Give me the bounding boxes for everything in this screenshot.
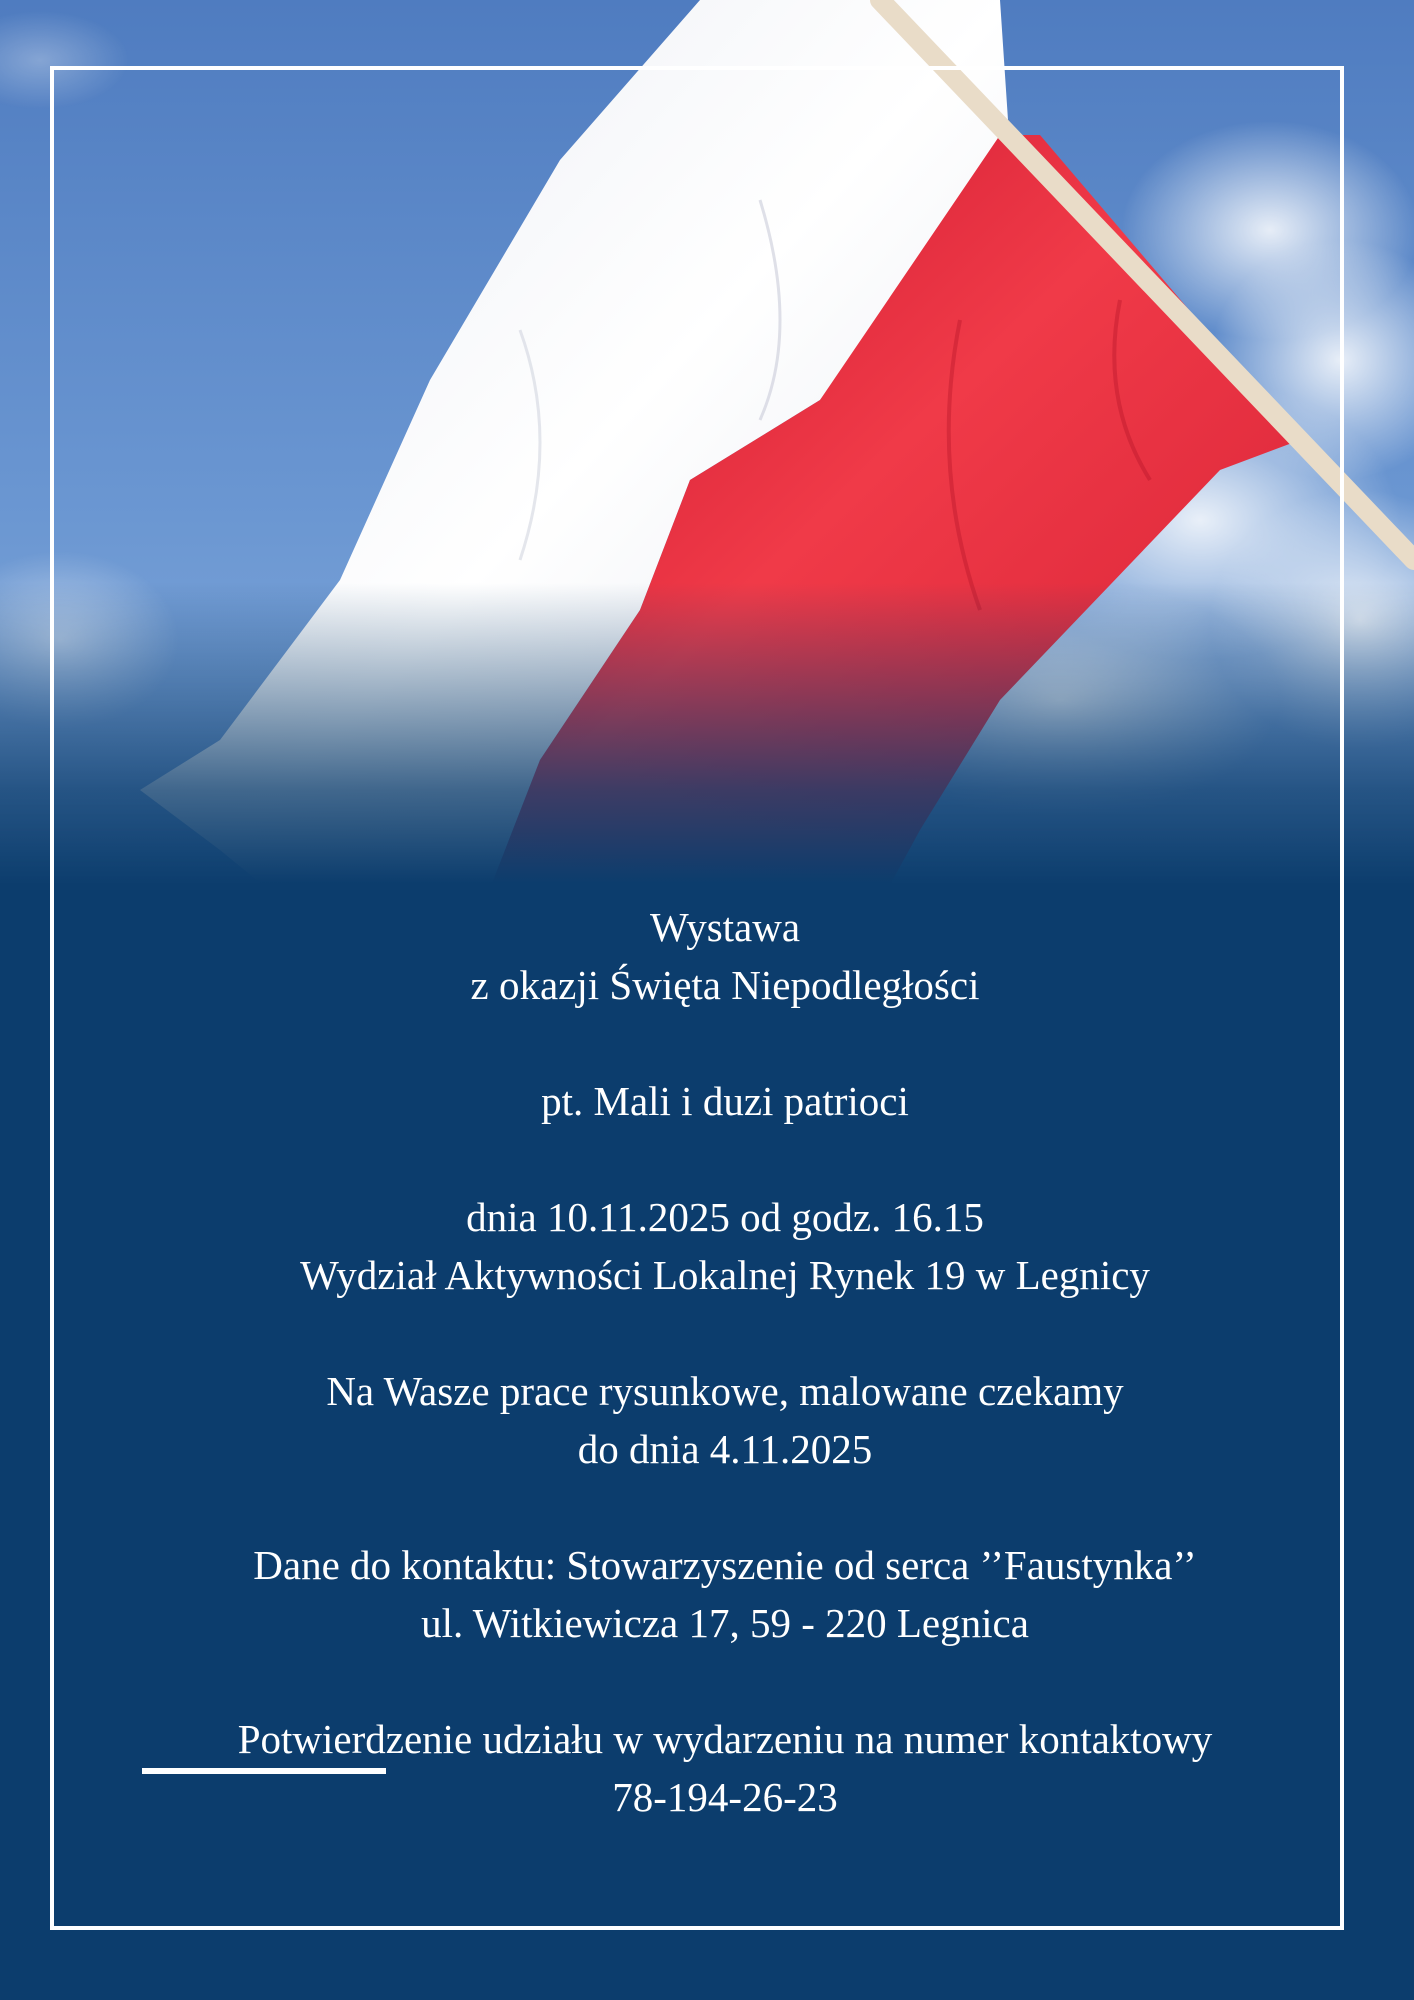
spacer — [100, 1014, 1350, 1072]
contact-organization: Dane do kontaktu: Stowarzyszenie od serca ’’Faustynka’’ — [253, 1542, 1197, 1588]
spacer — [100, 1130, 1350, 1188]
contact-phone: 78-194-26-23 — [612, 1774, 838, 1820]
spacer — [100, 1652, 1350, 1710]
submission-deadline: do dnia 4.11.2025 — [577, 1426, 873, 1472]
contact-address: ul. Witkiewicza 17, 59 - 220 Legnica — [421, 1600, 1029, 1646]
confirmation-info: Potwierdzenie udziału w wydarzeniu na numer kontaktowy — [237, 1716, 1213, 1762]
spacer — [100, 1478, 1350, 1536]
exhibition-subtitle: pt. Mali i duzi patrioci — [541, 1078, 909, 1124]
event-venue: Wydział Aktywności Lokalnej Rynek 19 w Legnicy — [300, 1252, 1150, 1298]
submission-info: Na Wasze prace rysunkowe, malowane czekamy — [326, 1368, 1124, 1414]
poster-text — [100, 898, 1350, 1826]
poster-title: Wystawa — [649, 904, 801, 950]
poster-occasion: z okazji Święta Niepodległości — [470, 962, 980, 1008]
spacer — [100, 1304, 1350, 1362]
event-date-time: dnia 10.11.2025 od godz. 16.15 — [466, 1194, 984, 1240]
